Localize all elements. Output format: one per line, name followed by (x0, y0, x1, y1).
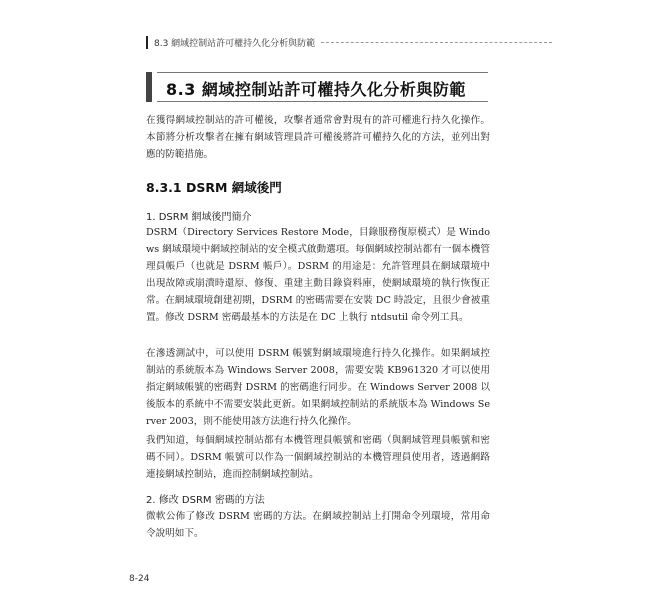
page-number: 8-24 (129, 574, 150, 584)
section-title-box (146, 72, 488, 102)
running-header (146, 34, 552, 50)
section-title-block (146, 72, 152, 102)
part1-paragraph-3: 我們知道，每個網域控制站都有本機管理員帳號和密碼（與網域管理員帳號和密碼不同）。DSRM 帳號可以作為一個網域控制站的本機管理員使用者，透過網路連接網域控制站，進而控制網域控制站。 (146, 435, 490, 480)
header-dashed-rule (321, 42, 552, 43)
running-title: 8.3 網域控制站許可權持久化分析與防範 (154, 38, 316, 49)
section-title: 8.3 網域控制站許可權持久化分析與防範 (166, 80, 466, 99)
part1-paragraph-2: 在滲透測試中，可以使用 DSRM 帳號對網域環境進行持久化操作。如果網域控制站的系統版本為 Windows Server 2008，需要安裝 KB961320 才可以使用指定網域帳號的密碼對 DSRM 的密碼進行同步。在 Windows Server 2008 以後版本的系統中不需要安裝此更新。如果網域控制站的系統版本為 Windows Server 2003，則不能使用該方法進行持久化操作。 (146, 348, 490, 427)
header-bar (146, 36, 148, 49)
part2-paragraph-1: 微軟公佈了修改 DSRM 密碼的方法。在網域控制站上打開命令列環境，常用命令說明如下。 (146, 511, 490, 539)
subsection-title: 8.3.1 DSRM 網域後門 (146, 180, 282, 195)
part1-heading: 1. DSRM 網域後門簡介 (146, 212, 252, 223)
intro-paragraph: 在獲得網域控制站的許可權後，攻擊者通常會對現有的許可權進行持久化操作。本節將分析攻擊者在擁有網域管理員許可權後將許可權持久化的方法，並列出對應的防範措施。 (146, 115, 490, 160)
part2-heading: 2. 修改 DSRM 密碼的方法 (146, 495, 265, 506)
part1-paragraph-1: DSRM（Directory Services Restore Mode，目錄服務復原模式）是 Windows 網域環境中網域控制站的安全模式啟動選項。每個網域控制站都有一個本機管理員帳戶（也就是 DSRM 帳戶）。DSRM 的用途是：允許管理員在網域環境中出現故障或崩潰時還原、修復、重建主動目錄資料庫，使網域環境的執行恢復正常。在網域環境創建初期，DSRM 的密碼需要在安裝 DC 時設定，且很少會被重置。修改 DSRM 密碼最基本的方法是在 DC 上執行 ntdsutil 命令列工具。 (146, 227, 490, 323)
